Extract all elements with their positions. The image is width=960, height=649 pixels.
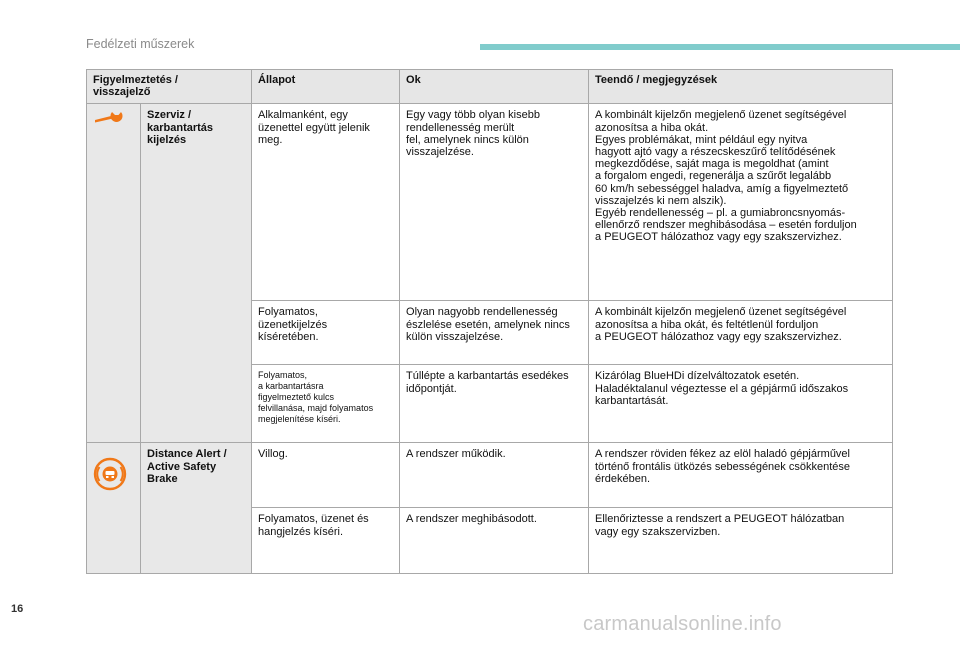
cause-cell: A rendszer működik. [400, 443, 589, 508]
state-cell: Alkalmanként, egy üzenettel együtt jelenik meg. [252, 104, 400, 301]
cause-cell: Olyan nagyobb rendellenesség észlelése esetén, amelynek nincs külön visszajelzése. [400, 301, 589, 365]
wrench-icon [93, 109, 123, 127]
alert-warning-name: Distance Alert / Active Safety Brake [141, 443, 252, 574]
table-row [87, 104, 893, 301]
table-row [87, 443, 893, 508]
cause-cell: A rendszer meghibásodott. [400, 508, 589, 574]
watermark: carmanualsonline.info [583, 613, 782, 635]
action-cell: A kombinált kijelzőn megjelenő üzenet segítségével azonosítsa a hiba okát, és feltétlenül forduljon a PEUGEOT hálózathoz vagy egy szakszervizhez. [589, 301, 893, 365]
state-cell: Folyamatos, a karbantartásra figyelmeztető kulcs felvillanása, majd folyamatos megjelenítése kíséri. [252, 365, 400, 443]
column-header-cause: Ok [400, 70, 589, 104]
wrench-warning-name: Szerviz / karbantartás kijelzés [141, 104, 252, 443]
section-title: Fedélzeti műszerek [86, 37, 195, 51]
warning-light-table [86, 69, 893, 574]
action-cell: Ellenőriztesse a rendszert a PEUGEOT hálózatban vagy egy szakszervizben. [589, 508, 893, 574]
action-cell: A kombinált kijelzőn megjelenő üzenet segítségével azonosítsa a hiba okát. Egyes problémákat, mint például egy nyitva hagyott ajtó vagy a részecskeszűrő telítődésének megkezdődése, saját maga is megoldhat (amint a forgalom engedi, regenerálja a szűrőt legalább 60 km/h sebességgel haladva, amíg a figyelmeztető visszajelzés ki nem alszik). Egyéb rendellenesség – pl. a gumiabroncsnyomás- ellenőrző rendszer meghibásodása – esetén forduljon a PEUGEOT hálózathoz vagy egy szakszervizhez. [589, 104, 893, 301]
cause-cell: Egy vagy több olyan kisebb rendellenesség merült fel, amelynek nincs külön visszajelzése. [400, 104, 589, 301]
column-header-warning: Figyelmeztetés / visszajelző [87, 70, 252, 104]
state-cell: Folyamatos, üzenet és hangjelzés kíséri. [252, 508, 400, 574]
section-title-bar [480, 44, 960, 50]
state-cell: Folyamatos, üzenetkijelzés kíséretében. [252, 301, 400, 365]
wrench-symbol-cell [87, 104, 141, 443]
state-cell: Villog. [252, 443, 400, 508]
column-header-state: Állapot [252, 70, 400, 104]
table-header-row [87, 70, 893, 104]
column-header-action: Teendő / megjegyzések [589, 70, 893, 104]
alert-symbol-cell [87, 443, 141, 574]
action-cell: A rendszer röviden fékez az elöl haladó gépjárművel történő frontális ütközés sebességének csökkentése érdekében. [589, 443, 893, 508]
distance-alert-brake-icon [93, 457, 127, 491]
action-cell: Kizárólag BlueHDi dízelváltozatok esetén. Haladéktalanul végeztesse el a gépjármű időszakos karbantartását. [589, 365, 893, 443]
page-number: 16 [11, 603, 24, 615]
cause-cell: Túllépte a karbantartás esedékes időpontját. [400, 365, 589, 443]
